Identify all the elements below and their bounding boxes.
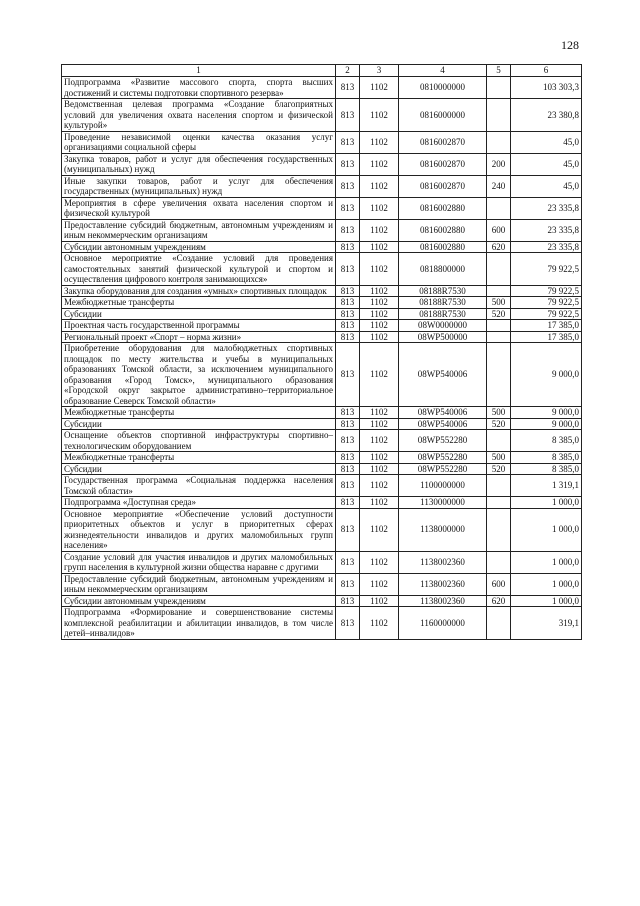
row-name: Предоставление субсидий бюджетным, автономным учреждениям и иным некоммерческим организациям bbox=[62, 573, 336, 595]
row-amount: 17 385,0 bbox=[511, 331, 582, 343]
row-amount: 8 385,0 bbox=[511, 430, 582, 452]
row-section-code: 1102 bbox=[360, 418, 399, 430]
row-ministry-code: 813 bbox=[336, 418, 360, 430]
row-name: Подпрограмма «Развитие массового спорта, спорта высших достижений и системы подготовки спортивного резерва» bbox=[62, 77, 336, 99]
row-ministry-code: 813 bbox=[336, 430, 360, 452]
row-name: Мероприятия в сфере увеличения охвата населения спортом и физической культурой bbox=[62, 197, 336, 219]
row-name: Иные закупки товаров, работ и услуг для обеспечения государственных (муниципальных) нужд bbox=[62, 175, 336, 197]
row-target-article: 0816002880 bbox=[399, 241, 487, 253]
table-row bbox=[62, 331, 582, 343]
row-expense-type: 620 bbox=[487, 241, 511, 253]
row-ministry-code: 813 bbox=[336, 153, 360, 175]
row-target-article: 1138002360 bbox=[399, 551, 487, 573]
row-target-article: 08188R7530 bbox=[399, 297, 487, 309]
row-section-code: 1102 bbox=[360, 175, 399, 197]
row-target-article: 1138002360 bbox=[399, 573, 487, 595]
row-amount: 45,0 bbox=[511, 153, 582, 175]
row-ministry-code: 813 bbox=[336, 131, 360, 153]
row-ministry-code: 813 bbox=[336, 508, 360, 551]
row-amount: 45,0 bbox=[511, 131, 582, 153]
row-ministry-code: 813 bbox=[336, 463, 360, 475]
row-amount: 9 000,0 bbox=[511, 407, 582, 419]
row-amount: 23 335,8 bbox=[511, 241, 582, 253]
row-section-code: 1102 bbox=[360, 241, 399, 253]
row-name: Создание условий для участия инвалидов и других маломобильных групп населения в культурной жизни общества наравне с другими bbox=[62, 551, 336, 573]
row-target-article: 1100000000 bbox=[399, 475, 487, 497]
row-expense-type bbox=[487, 331, 511, 343]
row-ministry-code: 813 bbox=[336, 595, 360, 607]
row-target-article: 0816002870 bbox=[399, 153, 487, 175]
table-row bbox=[62, 77, 582, 99]
row-expense-type: 600 bbox=[487, 573, 511, 595]
row-expense-type bbox=[487, 99, 511, 132]
row-section-code: 1102 bbox=[360, 153, 399, 175]
row-expense-type bbox=[487, 497, 511, 509]
row-section-code: 1102 bbox=[360, 497, 399, 509]
row-ministry-code: 813 bbox=[336, 308, 360, 320]
row-ministry-code: 813 bbox=[336, 297, 360, 309]
row-expense-type: 520 bbox=[487, 308, 511, 320]
row-amount: 17 385,0 bbox=[511, 320, 582, 332]
row-ministry-code: 813 bbox=[336, 175, 360, 197]
table-row bbox=[62, 320, 582, 332]
row-target-article: 1138000000 bbox=[399, 508, 487, 551]
column-header-4: 4 bbox=[399, 65, 487, 77]
row-amount: 79 922,5 bbox=[511, 308, 582, 320]
row-expense-type bbox=[487, 508, 511, 551]
row-section-code: 1102 bbox=[360, 197, 399, 219]
row-amount: 9 000,0 bbox=[511, 343, 582, 407]
row-expense-type bbox=[487, 320, 511, 332]
row-section-code: 1102 bbox=[360, 320, 399, 332]
row-ministry-code: 813 bbox=[336, 77, 360, 99]
row-name: Приобретение оборудования для малобюджетных спортивных площадок по месту жительства и учебы в муниципальных образованиях Томской области, за исключением муниципального образования «Город Томск», муниципального образования «Городской округ закрытое административно–территориальное образование Северск Томской области» bbox=[62, 343, 336, 407]
table-row bbox=[62, 153, 582, 175]
row-ministry-code: 813 bbox=[336, 241, 360, 253]
table-row bbox=[62, 308, 582, 320]
row-ministry-code: 813 bbox=[336, 197, 360, 219]
row-expense-type bbox=[487, 253, 511, 286]
row-name: Проведение независимой оценки качества оказания услуг организациями социальной сферы bbox=[62, 131, 336, 153]
row-amount: 1 000,0 bbox=[511, 551, 582, 573]
row-amount: 1 000,0 bbox=[511, 497, 582, 509]
row-target-article: 08WP552280 bbox=[399, 430, 487, 452]
row-expense-type bbox=[487, 551, 511, 573]
table-row bbox=[62, 418, 582, 430]
row-name: Основное мероприятие «Создание условий для проведения самостоятельных занятий физической культурой и спортом и осуществления цифрового контроля занимающихся» bbox=[62, 253, 336, 286]
row-amount: 79 922,5 bbox=[511, 297, 582, 309]
row-section-code: 1102 bbox=[360, 452, 399, 464]
row-section-code: 1102 bbox=[360, 77, 399, 99]
row-ministry-code: 813 bbox=[336, 99, 360, 132]
row-amount: 23 380,8 bbox=[511, 99, 582, 132]
row-ministry-code: 813 bbox=[336, 320, 360, 332]
table-row bbox=[62, 297, 582, 309]
row-amount: 1 319,1 bbox=[511, 475, 582, 497]
row-target-article: 08WP500000 bbox=[399, 331, 487, 343]
table-row bbox=[62, 197, 582, 219]
row-section-code: 1102 bbox=[360, 285, 399, 297]
row-ministry-code: 813 bbox=[336, 573, 360, 595]
row-name: Закупка товаров, работ и услуг для обеспечения государственных (муниципальных) нужд bbox=[62, 153, 336, 175]
table-row bbox=[62, 175, 582, 197]
row-name: Подпрограмма «Доступная среда» bbox=[62, 497, 336, 509]
row-name: Субсидии автономным учреждениям bbox=[62, 241, 336, 253]
row-expense-type: 620 bbox=[487, 595, 511, 607]
row-section-code: 1102 bbox=[360, 253, 399, 286]
row-ministry-code: 813 bbox=[336, 497, 360, 509]
row-ministry-code: 813 bbox=[336, 285, 360, 297]
row-ministry-code: 813 bbox=[336, 253, 360, 286]
row-ministry-code: 813 bbox=[336, 331, 360, 343]
row-target-article: 08188R7530 bbox=[399, 308, 487, 320]
row-target-article: 08W0000000 bbox=[399, 320, 487, 332]
table-row bbox=[62, 219, 582, 241]
row-ministry-code: 813 bbox=[336, 607, 360, 640]
row-amount: 8 385,0 bbox=[511, 463, 582, 475]
table-row bbox=[62, 131, 582, 153]
row-section-code: 1102 bbox=[360, 99, 399, 132]
row-ministry-code: 813 bbox=[336, 452, 360, 464]
row-target-article: 08188R7530 bbox=[399, 285, 487, 297]
row-name: Межбюджетные трансферты bbox=[62, 452, 336, 464]
row-target-article: 0810000000 bbox=[399, 77, 487, 99]
table-row bbox=[62, 595, 582, 607]
column-header-3: 3 bbox=[360, 65, 399, 77]
row-section-code: 1102 bbox=[360, 475, 399, 497]
column-header-6: 6 bbox=[511, 65, 582, 77]
table-row bbox=[62, 99, 582, 132]
row-section-code: 1102 bbox=[360, 219, 399, 241]
row-expense-type: 600 bbox=[487, 219, 511, 241]
row-section-code: 1102 bbox=[360, 430, 399, 452]
row-amount: 8 385,0 bbox=[511, 452, 582, 464]
row-section-code: 1102 bbox=[360, 331, 399, 343]
row-amount: 1 000,0 bbox=[511, 595, 582, 607]
row-amount: 79 922,5 bbox=[511, 285, 582, 297]
row-name: Государственная программа «Социальная поддержка населения Томской области» bbox=[62, 475, 336, 497]
row-name: Основное мероприятие «Обеспечение условий доступности приоритетных объектов и услуг в приоритетных сферах жизнедеятельности инвалидов и других маломобильных групп населения» bbox=[62, 508, 336, 551]
row-target-article: 08WP552280 bbox=[399, 463, 487, 475]
row-expense-type bbox=[487, 430, 511, 452]
row-target-article: 0816002870 bbox=[399, 175, 487, 197]
row-expense-type: 520 bbox=[487, 418, 511, 430]
row-target-article: 0816002870 bbox=[399, 131, 487, 153]
row-expense-type: 520 bbox=[487, 463, 511, 475]
row-amount: 45,0 bbox=[511, 175, 582, 197]
row-name: Региональный проект «Спорт – норма жизни» bbox=[62, 331, 336, 343]
page-number: 128 bbox=[561, 38, 579, 52]
row-name: Ведомственная целевая программа «Создание благоприятных условий для увеличения охвата населения спортом и физической культурой» bbox=[62, 99, 336, 132]
row-expense-type: 240 bbox=[487, 175, 511, 197]
table-row bbox=[62, 508, 582, 551]
row-target-article: 08WP540006 bbox=[399, 343, 487, 407]
row-expense-type bbox=[487, 285, 511, 297]
row-section-code: 1102 bbox=[360, 343, 399, 407]
table-header-row bbox=[62, 65, 582, 77]
row-section-code: 1102 bbox=[360, 463, 399, 475]
row-expense-type bbox=[487, 197, 511, 219]
row-target-article: 1130000000 bbox=[399, 497, 487, 509]
row-expense-type: 500 bbox=[487, 452, 511, 464]
row-section-code: 1102 bbox=[360, 131, 399, 153]
row-section-code: 1102 bbox=[360, 595, 399, 607]
row-section-code: 1102 bbox=[360, 551, 399, 573]
row-target-article: 08WP540006 bbox=[399, 418, 487, 430]
row-section-code: 1102 bbox=[360, 297, 399, 309]
column-header-1: 1 bbox=[62, 65, 336, 77]
table-row bbox=[62, 430, 582, 452]
row-amount: 79 922,5 bbox=[511, 253, 582, 286]
table-row bbox=[62, 463, 582, 475]
table-row bbox=[62, 452, 582, 464]
row-expense-type: 500 bbox=[487, 407, 511, 419]
row-name: Подпрограмма «Формирование и совершенствование системы комплексной реабилитации и абилитации инвалидов, в том числе детей–инвалидов» bbox=[62, 607, 336, 640]
row-target-article: 0816002880 bbox=[399, 197, 487, 219]
table-row bbox=[62, 573, 582, 595]
row-section-code: 1102 bbox=[360, 607, 399, 640]
table-row bbox=[62, 551, 582, 573]
row-ministry-code: 813 bbox=[336, 407, 360, 419]
budget-table bbox=[61, 64, 582, 640]
row-expense-type bbox=[487, 131, 511, 153]
row-expense-type bbox=[487, 475, 511, 497]
row-name: Оснащение объектов спортивной инфраструктуры спортивно–технологическим оборудованием bbox=[62, 430, 336, 452]
row-amount: 103 303,3 bbox=[511, 77, 582, 99]
row-ministry-code: 813 bbox=[336, 551, 360, 573]
row-amount: 9 000,0 bbox=[511, 418, 582, 430]
row-expense-type bbox=[487, 607, 511, 640]
row-target-article: 0816000000 bbox=[399, 99, 487, 132]
table-row bbox=[62, 285, 582, 297]
row-name: Субсидии bbox=[62, 463, 336, 475]
row-name: Межбюджетные трансферты bbox=[62, 407, 336, 419]
table-row bbox=[62, 497, 582, 509]
row-amount: 1 000,0 bbox=[511, 508, 582, 551]
table-row bbox=[62, 343, 582, 407]
row-name: Субсидии bbox=[62, 308, 336, 320]
row-ministry-code: 813 bbox=[336, 343, 360, 407]
table-row bbox=[62, 607, 582, 640]
row-section-code: 1102 bbox=[360, 407, 399, 419]
column-header-5: 5 bbox=[487, 65, 511, 77]
row-expense-type bbox=[487, 77, 511, 99]
table-row bbox=[62, 241, 582, 253]
row-target-article: 0818800000 bbox=[399, 253, 487, 286]
row-target-article: 1160000000 bbox=[399, 607, 487, 640]
row-expense-type bbox=[487, 343, 511, 407]
row-amount: 319,1 bbox=[511, 607, 582, 640]
table-body bbox=[62, 77, 582, 640]
row-target-article: 08WP552280 bbox=[399, 452, 487, 464]
row-name: Субсидии автономным учреждениям bbox=[62, 595, 336, 607]
row-section-code: 1102 bbox=[360, 308, 399, 320]
row-name: Закупка оборудования для создания «умных» спортивных площадок bbox=[62, 285, 336, 297]
table-row bbox=[62, 407, 582, 419]
row-name: Предоставление субсидий бюджетным, автономным учреждениям и иным некоммерческим организациям bbox=[62, 219, 336, 241]
row-section-code: 1102 bbox=[360, 508, 399, 551]
row-target-article: 1138002360 bbox=[399, 595, 487, 607]
row-expense-type: 500 bbox=[487, 297, 511, 309]
table-row bbox=[62, 475, 582, 497]
row-amount: 1 000,0 bbox=[511, 573, 582, 595]
row-target-article: 08WP540006 bbox=[399, 407, 487, 419]
row-amount: 23 335,8 bbox=[511, 219, 582, 241]
row-section-code: 1102 bbox=[360, 573, 399, 595]
row-name: Субсидии bbox=[62, 418, 336, 430]
row-amount: 23 335,8 bbox=[511, 197, 582, 219]
row-name: Проектная часть государственной программы bbox=[62, 320, 336, 332]
column-header-2: 2 bbox=[336, 65, 360, 77]
row-ministry-code: 813 bbox=[336, 219, 360, 241]
table-row bbox=[62, 253, 582, 286]
row-target-article: 0816002880 bbox=[399, 219, 487, 241]
row-name: Межбюджетные трансферты bbox=[62, 297, 336, 309]
row-ministry-code: 813 bbox=[336, 475, 360, 497]
row-expense-type: 200 bbox=[487, 153, 511, 175]
